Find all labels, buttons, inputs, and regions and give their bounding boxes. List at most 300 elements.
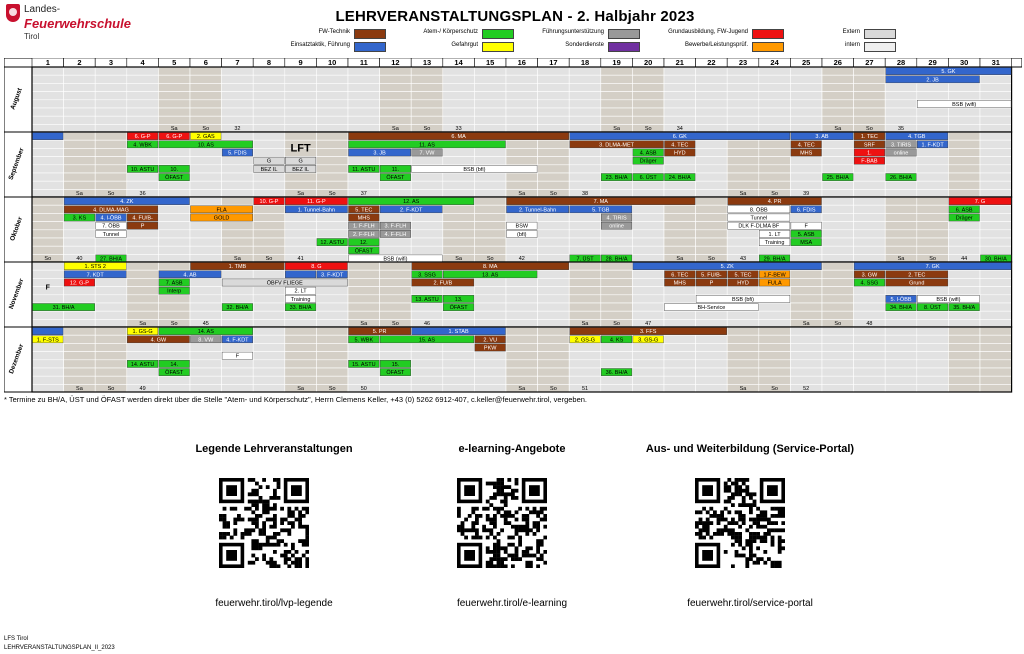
calendar-cell bbox=[948, 238, 980, 246]
qr-module bbox=[774, 507, 778, 511]
calendar-cell bbox=[948, 270, 980, 278]
calendar-cell bbox=[538, 116, 570, 124]
qr-module bbox=[760, 525, 764, 529]
calendar-cell bbox=[854, 83, 886, 91]
calendar-cell bbox=[664, 230, 696, 238]
calendar-cell bbox=[253, 368, 285, 376]
calendar-cell bbox=[158, 83, 190, 91]
qr-module bbox=[756, 525, 760, 529]
calendar-cell bbox=[822, 360, 854, 368]
qr-module bbox=[724, 518, 728, 522]
calendar-cell bbox=[222, 295, 254, 303]
qr-module bbox=[735, 536, 739, 540]
event-label: 8. ÖBB bbox=[749, 207, 768, 214]
qr-module bbox=[525, 518, 529, 522]
qr-module bbox=[223, 521, 227, 525]
day-number: 20 bbox=[644, 58, 653, 68]
calendar-cell bbox=[727, 311, 759, 319]
calendar-cell bbox=[948, 173, 980, 181]
qr-module bbox=[475, 521, 479, 525]
calendar-cell bbox=[316, 181, 348, 189]
calendar-cell bbox=[885, 222, 917, 230]
qr-finder-core bbox=[529, 485, 540, 496]
calendar-cell bbox=[158, 238, 190, 246]
event-label: 5. FDIS bbox=[228, 150, 247, 157]
qr-url-service[interactable]: feuerwehr.tirol/service-portal bbox=[687, 598, 813, 609]
calendar-cell bbox=[285, 246, 317, 254]
calendar-cell bbox=[790, 67, 822, 75]
qr-url-legende[interactable]: feuerwehr.tirol/lvp-legende bbox=[215, 598, 333, 609]
qr-module bbox=[287, 521, 291, 525]
qr-module bbox=[518, 543, 522, 547]
calendar-cell bbox=[727, 92, 759, 100]
qr-module bbox=[504, 550, 508, 554]
calendar-cell bbox=[822, 197, 854, 205]
qr-module bbox=[504, 485, 508, 489]
qr-module bbox=[507, 554, 511, 558]
calendar-cell bbox=[32, 295, 64, 303]
qr-module bbox=[756, 536, 760, 540]
qr-module bbox=[771, 521, 775, 525]
calendar-cell bbox=[95, 116, 127, 124]
calendar-cell bbox=[95, 100, 127, 108]
qr-module bbox=[226, 521, 230, 525]
calendar-cell bbox=[158, 352, 190, 360]
event-label: 1. LT bbox=[768, 231, 781, 238]
legend-swatch bbox=[864, 42, 896, 52]
calendar-cell bbox=[64, 116, 96, 124]
qr-module bbox=[497, 485, 501, 489]
qr-module bbox=[536, 564, 540, 568]
event-label: 30. BH/A bbox=[984, 256, 1007, 263]
calendar-cell bbox=[253, 319, 285, 327]
event-label: 2. FU/B bbox=[433, 280, 453, 287]
calendar-cell bbox=[253, 205, 285, 213]
calendar-cell bbox=[790, 376, 822, 384]
qr-module bbox=[237, 518, 241, 522]
calendar-cell bbox=[316, 213, 348, 221]
calendar-cell bbox=[632, 108, 664, 116]
qr-module bbox=[742, 478, 746, 482]
calendar-cell bbox=[759, 246, 791, 254]
calendar-cell bbox=[664, 189, 696, 197]
calendar-cell bbox=[759, 352, 791, 360]
calendar-cell bbox=[917, 116, 949, 124]
calendar-cell bbox=[885, 157, 917, 165]
event-label: 8. G bbox=[311, 264, 322, 271]
calendar-cell bbox=[569, 75, 601, 83]
calendar-cell bbox=[917, 360, 949, 368]
calendar-cell bbox=[222, 75, 254, 83]
week-label: 33 bbox=[455, 126, 462, 133]
qr-module bbox=[543, 550, 547, 554]
qr-module bbox=[500, 478, 504, 482]
qr-module bbox=[486, 561, 490, 565]
qr-module bbox=[745, 489, 749, 493]
calendar-cell bbox=[474, 246, 506, 254]
calendar-cell bbox=[411, 75, 443, 83]
calendar-cell bbox=[32, 181, 64, 189]
week-label: So bbox=[328, 386, 336, 393]
calendar-cell bbox=[474, 311, 506, 319]
qr-module bbox=[262, 500, 266, 504]
calendar-cell bbox=[316, 116, 348, 124]
qr-module bbox=[482, 507, 486, 511]
calendar-cell bbox=[885, 165, 917, 173]
qr-module bbox=[266, 485, 270, 489]
calendar-cell bbox=[32, 222, 64, 230]
calendar-cell bbox=[506, 287, 538, 295]
calendar-cell bbox=[822, 246, 854, 254]
calendar-cell bbox=[790, 181, 822, 189]
qr-module bbox=[287, 528, 291, 532]
event-label: ÖFAST bbox=[386, 175, 405, 182]
qr-module bbox=[756, 521, 760, 525]
qr-module bbox=[493, 496, 497, 500]
qr-code-icon[interactable] bbox=[219, 478, 309, 568]
calendar-cell bbox=[222, 100, 254, 108]
calendar-cell bbox=[696, 67, 728, 75]
calendar-cell bbox=[917, 92, 949, 100]
event-label: ÖFAST bbox=[354, 248, 373, 255]
week-label: 34 bbox=[676, 126, 683, 133]
calendar-cell bbox=[822, 165, 854, 173]
qr-module bbox=[500, 500, 504, 504]
calendar-cell bbox=[443, 67, 475, 75]
qr-module bbox=[706, 510, 710, 514]
event-label: 12. AS bbox=[403, 199, 420, 206]
calendar-cell bbox=[506, 319, 538, 327]
calendar-cell bbox=[316, 319, 348, 327]
calendar-cell bbox=[443, 157, 475, 165]
event-label: 6. GK bbox=[672, 134, 687, 141]
calendar-cell bbox=[632, 343, 664, 351]
calendar-cell bbox=[316, 140, 348, 148]
calendar-cell bbox=[822, 270, 854, 278]
qr-module bbox=[486, 482, 490, 486]
event-label: 7. ÜST bbox=[576, 256, 594, 263]
qr-module bbox=[717, 532, 721, 536]
calendar-cell bbox=[790, 173, 822, 181]
calendar-cell bbox=[443, 92, 475, 100]
qr-module bbox=[767, 518, 771, 522]
calendar-cell bbox=[32, 67, 64, 75]
calendar-cell bbox=[348, 295, 380, 303]
calendar-cell bbox=[759, 148, 791, 156]
event-label: Training bbox=[290, 296, 311, 303]
qr-module bbox=[464, 518, 468, 522]
calendar-cell bbox=[127, 303, 159, 311]
calendar-cell bbox=[64, 108, 96, 116]
qr-module bbox=[504, 518, 508, 522]
event-label: 4. WBK bbox=[133, 142, 152, 149]
event-label: 4. I-ÖBB bbox=[100, 215, 122, 222]
page-title: LEHRVERANSTALTUNGSPLAN - 2. Halbjahr 2023 bbox=[335, 8, 695, 25]
qr-module bbox=[699, 536, 703, 540]
calendar-cell bbox=[95, 335, 127, 343]
qr-module bbox=[540, 518, 544, 522]
calendar-cell bbox=[601, 238, 633, 246]
calendar-cell bbox=[601, 343, 633, 351]
day-number: 18 bbox=[580, 58, 590, 68]
calendar-cell bbox=[506, 100, 538, 108]
calendar-cell bbox=[822, 140, 854, 148]
qr-module bbox=[226, 532, 230, 536]
legend-swatch bbox=[354, 29, 386, 39]
qr-module bbox=[493, 507, 497, 511]
event-label: ÖFAST bbox=[386, 370, 405, 377]
event-label: 6. FDIS bbox=[796, 207, 816, 214]
qr-module bbox=[756, 532, 760, 536]
qr-module bbox=[291, 554, 295, 558]
calendar-cell bbox=[158, 67, 190, 75]
qr-module bbox=[536, 510, 540, 514]
qr-module bbox=[255, 521, 259, 525]
qr-module bbox=[493, 550, 497, 554]
calendar-cell bbox=[538, 327, 570, 335]
qr-module bbox=[237, 514, 241, 518]
week-label: So bbox=[550, 386, 557, 393]
qr-finder-core bbox=[464, 550, 475, 561]
calendar-cell bbox=[696, 116, 728, 124]
calendar-cell bbox=[538, 238, 570, 246]
calendar-cell bbox=[917, 197, 949, 205]
qr-module bbox=[504, 500, 508, 504]
calendar-cell bbox=[64, 181, 96, 189]
calendar-cell bbox=[917, 173, 949, 181]
qr-module bbox=[727, 496, 731, 500]
calendar-cell bbox=[601, 189, 633, 197]
event-label: SRF bbox=[863, 142, 875, 149]
qr-module bbox=[533, 510, 537, 514]
calendar-cell bbox=[822, 100, 854, 108]
calendar-cell bbox=[727, 75, 759, 83]
calendar-cell bbox=[759, 100, 791, 108]
calendar-cell bbox=[632, 116, 664, 124]
calendar-cell bbox=[95, 75, 127, 83]
calendar-cell bbox=[32, 173, 64, 181]
qr-module bbox=[738, 554, 742, 558]
qr-module bbox=[771, 514, 775, 518]
calendar-cell bbox=[190, 368, 222, 376]
calendar-cell bbox=[854, 311, 886, 319]
calendar-cell bbox=[948, 140, 980, 148]
calendar-cell bbox=[316, 92, 348, 100]
qr-module bbox=[500, 564, 504, 568]
calendar-cell bbox=[727, 165, 759, 173]
calendar-cell bbox=[411, 360, 443, 368]
calendar-cell bbox=[127, 311, 159, 319]
qr-module bbox=[255, 539, 259, 543]
calendar-cell bbox=[190, 116, 222, 124]
calendar-cell bbox=[601, 295, 633, 303]
qr-module bbox=[536, 514, 540, 518]
calendar-cell bbox=[316, 327, 348, 335]
qr-module bbox=[244, 532, 248, 536]
calendar-cell bbox=[253, 311, 285, 319]
legend-label: Bewerbe/Leistungsprüf. bbox=[684, 42, 748, 48]
calendar-cell bbox=[64, 311, 96, 319]
qr-module bbox=[724, 507, 728, 511]
calendar-cell bbox=[285, 132, 317, 140]
calendar-cell bbox=[158, 189, 190, 197]
legend-label: Grundausbildung, FW-Jugend bbox=[668, 29, 748, 35]
qr-module bbox=[219, 518, 223, 522]
day-number: 26 bbox=[833, 58, 842, 68]
event-label: 10. AS bbox=[197, 142, 214, 149]
calendar-cell bbox=[632, 352, 664, 360]
qr-module bbox=[738, 503, 742, 507]
qr-module bbox=[738, 485, 742, 489]
qr-module bbox=[525, 564, 529, 568]
qr-url-elearning[interactable]: feuerwehr.tirol/e-learning bbox=[456, 598, 568, 609]
calendar-cell bbox=[222, 368, 254, 376]
calendar-cell bbox=[632, 222, 664, 230]
calendar-cell bbox=[316, 148, 348, 156]
qr-module bbox=[302, 554, 306, 558]
calendar-cell bbox=[948, 165, 980, 173]
calendar-cell bbox=[32, 83, 64, 91]
week-label: Sa bbox=[518, 386, 526, 393]
calendar-cell bbox=[285, 100, 317, 108]
qr-module bbox=[500, 528, 504, 532]
qr-code-icon[interactable] bbox=[695, 478, 785, 568]
qr-module bbox=[511, 514, 515, 518]
qr-module bbox=[489, 503, 493, 507]
calendar-cell bbox=[222, 376, 254, 384]
calendar-cell bbox=[253, 100, 285, 108]
calendar-cell bbox=[569, 352, 601, 360]
day-number: 24 bbox=[770, 58, 779, 68]
qr-module bbox=[284, 528, 288, 532]
calendar-cell bbox=[917, 205, 949, 213]
calendar-cell bbox=[664, 165, 696, 173]
calendar-cell bbox=[348, 287, 380, 295]
calendar-cell bbox=[822, 67, 854, 75]
qr-module bbox=[742, 503, 746, 507]
qr-module bbox=[284, 557, 288, 561]
calendar-cell bbox=[538, 254, 570, 262]
calendar-cell bbox=[948, 319, 980, 327]
event-label: Interp bbox=[167, 288, 182, 295]
calendar-cell bbox=[380, 384, 412, 392]
calendar-cell bbox=[127, 376, 159, 384]
calendar-cell bbox=[443, 189, 475, 197]
calendar-cell bbox=[980, 140, 1012, 148]
calendar-cell bbox=[854, 254, 886, 262]
schedule-grid-svg bbox=[4, 58, 1022, 393]
calendar-cell bbox=[917, 352, 949, 360]
qr-module bbox=[536, 521, 540, 525]
qr-module bbox=[735, 482, 739, 486]
calendar-cell bbox=[569, 238, 601, 246]
calendar-cell bbox=[285, 335, 317, 343]
event-label: 14. bbox=[170, 361, 179, 368]
calendar-cell bbox=[506, 295, 538, 303]
qr-module bbox=[223, 525, 227, 529]
qr-module bbox=[302, 539, 306, 543]
qr-module bbox=[287, 557, 291, 561]
calendar-cell bbox=[95, 311, 127, 319]
calendar-cell bbox=[885, 319, 917, 327]
qr-module bbox=[251, 521, 255, 525]
calendar-cell bbox=[316, 100, 348, 108]
event-label: 4. F-KDT bbox=[226, 337, 249, 344]
calendar-cell bbox=[917, 165, 949, 173]
qr-module bbox=[749, 492, 753, 496]
calendar-cell bbox=[316, 108, 348, 116]
calendar-cell bbox=[474, 189, 506, 197]
qr-module bbox=[760, 539, 764, 543]
qr-module bbox=[305, 532, 309, 536]
qr-module bbox=[262, 557, 266, 561]
qr-module bbox=[262, 554, 266, 558]
qr-module bbox=[251, 503, 255, 507]
week-label: So bbox=[328, 191, 336, 198]
calendar-cell bbox=[95, 108, 127, 116]
calendar-cell bbox=[664, 311, 696, 319]
qr-finder-core bbox=[702, 550, 713, 561]
calendar-cell bbox=[759, 360, 791, 368]
calendar-cell bbox=[632, 384, 664, 392]
qr-module bbox=[497, 550, 501, 554]
calendar-cell bbox=[253, 327, 285, 335]
calendar-cell bbox=[253, 230, 285, 238]
calendar-cell bbox=[127, 181, 159, 189]
event-label: 3. F-KDT bbox=[321, 272, 344, 279]
qr-module bbox=[706, 521, 710, 525]
event-label: F bbox=[804, 223, 808, 230]
calendar-cell bbox=[474, 368, 506, 376]
legend-swatch bbox=[608, 29, 640, 39]
calendar-cell bbox=[980, 173, 1012, 181]
event-label: ÖFAST bbox=[165, 370, 184, 377]
qr-module bbox=[522, 550, 526, 554]
qr-code-icon[interactable] bbox=[457, 478, 547, 568]
qr-module bbox=[233, 532, 237, 536]
calendar-cell bbox=[95, 140, 127, 148]
calendar-cell bbox=[601, 262, 633, 270]
event-label: 1. F-STS bbox=[36, 337, 59, 344]
calendar-cell bbox=[538, 83, 570, 91]
qr-module bbox=[219, 514, 223, 518]
qr-module bbox=[259, 500, 263, 504]
calendar-cell bbox=[759, 319, 791, 327]
calendar-cell bbox=[222, 189, 254, 197]
calendar-cell bbox=[253, 360, 285, 368]
calendar-cell bbox=[790, 116, 822, 124]
qr-module bbox=[262, 503, 266, 507]
big-label: LFT bbox=[290, 142, 311, 155]
calendar-cell bbox=[127, 108, 159, 116]
calendar-cell bbox=[506, 376, 538, 384]
calendar-cell bbox=[506, 116, 538, 124]
qr-module bbox=[280, 521, 284, 525]
qr-module bbox=[720, 532, 724, 536]
calendar-cell bbox=[917, 83, 949, 91]
calendar-cell bbox=[127, 75, 159, 83]
event-label: FULA bbox=[767, 280, 782, 287]
qr-module bbox=[486, 550, 490, 554]
calendar-cell bbox=[727, 327, 759, 335]
calendar-cell bbox=[632, 100, 664, 108]
calendar-cell bbox=[32, 230, 64, 238]
qr-module bbox=[738, 532, 742, 536]
calendar-cell bbox=[127, 116, 159, 124]
calendar-cell bbox=[443, 287, 475, 295]
qr-module bbox=[706, 532, 710, 536]
qr-module bbox=[778, 510, 782, 514]
